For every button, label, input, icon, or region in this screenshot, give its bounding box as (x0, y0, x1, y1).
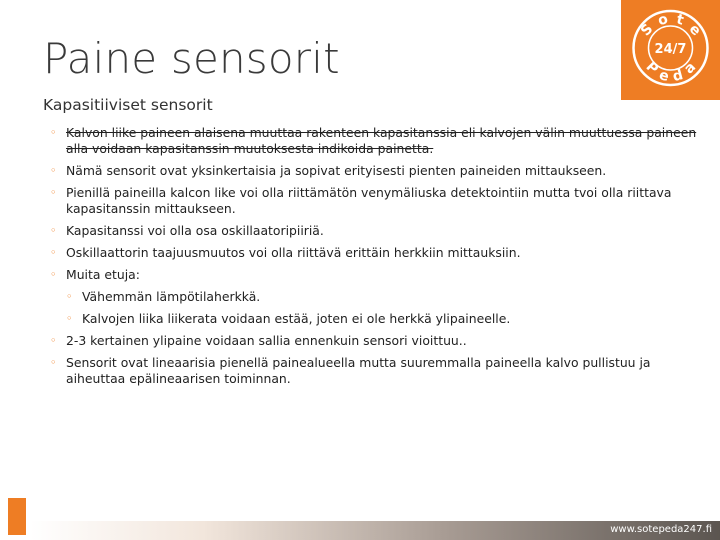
logo-letter: o (656, 11, 670, 30)
bullet-icon: ◦ (50, 334, 57, 347)
bullet-item (50, 267, 700, 283)
slide-subtitle: Kapasitiiviset sensorit (43, 96, 213, 114)
bullet-icon: ◦ (66, 290, 73, 303)
logo-letter: d (671, 67, 685, 86)
bullet-text: Oskillaattorin taajuusmuutos voi olla riittävä erittäin herkkiin mittauksiin. (66, 245, 521, 260)
bullet-text: Kapasitanssi voi olla osa oskillaatoripiiriä. (66, 223, 324, 238)
bullet-text: Vähemmän lämpötilaherkkä. (82, 289, 261, 304)
bullet-icon: ◦ (50, 246, 57, 259)
logo-letter: S (637, 20, 657, 40)
bullet-icon: ◦ (66, 312, 73, 325)
bullet-text: Sensorit ovat lineaarisia pienellä painealueella mutta suuremmalla paineella kalvo pullistuu ja aiheuttaa epälineaarisen toiminnan. (66, 355, 651, 386)
bullet-icon: ◦ (50, 356, 57, 369)
logo-letter: t (674, 11, 686, 29)
bullet-item (50, 355, 700, 387)
bullet-icon: ◦ (50, 224, 57, 237)
bullet-item (50, 125, 700, 157)
slide-title: Paine sensorit (43, 34, 340, 83)
logo-letter: e (685, 21, 704, 40)
bullet-text: Muita etuja: (66, 267, 140, 282)
sub-bullet-item (66, 311, 700, 327)
logo-center: 24/7 (654, 42, 687, 57)
bullet-text: Kalvojen liika liikerata voidaan estää, joten ei ole herkkä ylipaineelle. (82, 311, 511, 326)
bullet-item (50, 163, 700, 179)
bullet-icon: ◦ (50, 164, 57, 177)
sub-bullet-item (66, 289, 700, 305)
bullet-list (50, 125, 700, 393)
bullet-item (50, 333, 700, 349)
bullet-icon: ◦ (50, 268, 57, 281)
bullet-icon: ◦ (50, 126, 57, 139)
logo-letter: P (642, 58, 662, 78)
bullet-icon: ◦ (50, 186, 57, 199)
footer-url: www.sotepeda247.fi (610, 524, 712, 535)
sotepeda-logo (621, 0, 720, 100)
bullet-text: Nämä sensorit ovat yksinkertaisia ja sopivat erityisesti pienten paineiden mittaukseen. (66, 163, 607, 178)
bullet-item (50, 185, 700, 217)
logo-letter: e (657, 67, 671, 86)
bullet-text: Kalvon liike paineen alaisena muuttaa rakenteen kapasitanssia eli kalvojen välin muuttuessa paineen alla voidaan kapasitanssin muutoksesta indikoida painetta. (66, 125, 697, 156)
logo-letter: a (681, 59, 700, 78)
bullet-item (50, 245, 700, 261)
accent-bar (8, 498, 26, 535)
bullet-item (50, 223, 700, 239)
bullet-text: Pienillä paineilla kalcon like voi olla riittämätön venymäliuska detektointiin mutta tvoi olla riittava kapasitanssin mittaukseen. (66, 185, 672, 216)
bullet-text: 2-3 kertainen ylipaine voidaan sallia ennenkuin sensori vioittuu.. (66, 333, 467, 348)
